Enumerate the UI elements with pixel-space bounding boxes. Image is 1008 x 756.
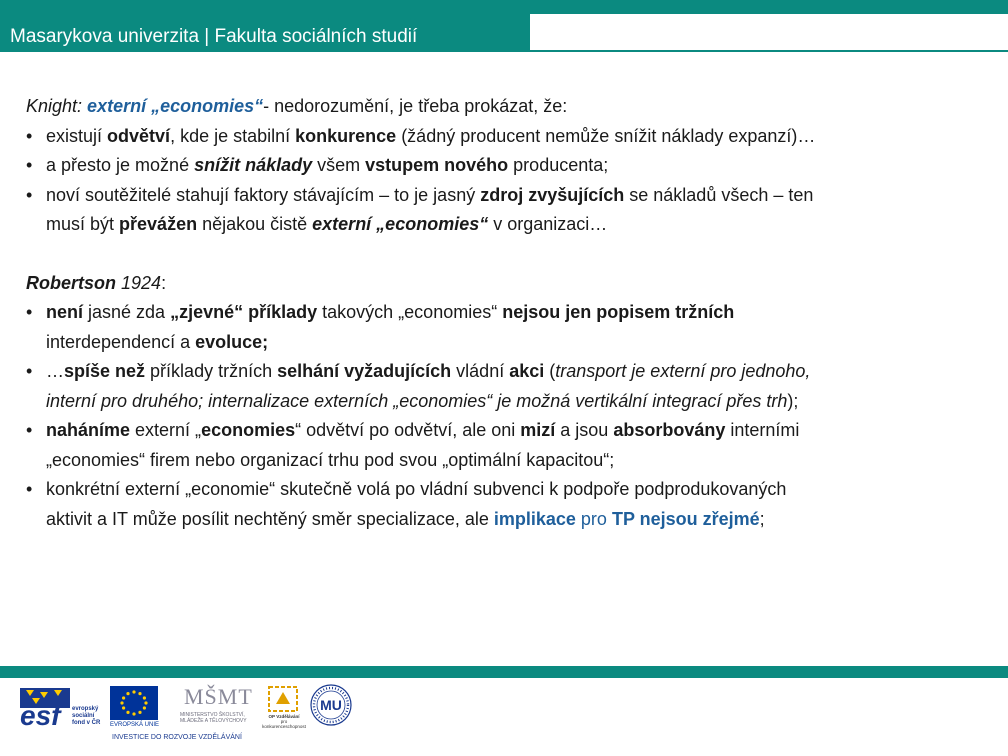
footer-accent-bar (0, 666, 1008, 678)
robertson-intro: Robertson 1924: (26, 272, 167, 293)
esf-mark-text: esf (20, 700, 61, 731)
knight-bullet-2: • a přesto je možné snížit náklady všem vstupem nového producenta; (26, 155, 609, 175)
knight-bullet-3-cont: musí být převážen nějakou čistě externí „economies“ v organizaci… (46, 214, 608, 234)
opvk-caption-1: OP Vzdělávání (268, 714, 300, 719)
eu-flag-icon (110, 686, 158, 720)
robertson-bullet-4-cont: aktivit a IT může posílit nechtěný směr specializace, ale implikace pro TP nejsou zřejmé; (46, 508, 765, 529)
mu-seal (310, 684, 352, 726)
opvk-logo (262, 686, 306, 730)
msmt-caption: MINISTERSTVO ŠKOLSTVÍ, MLÁDEŽE A TĚLOVÝCHOVY (180, 712, 247, 724)
robertson-bullet-3: • naháníme externí „economies“ odvětví po odvětví, ale oni mizí a jsou absorbovány interními (26, 420, 800, 440)
robertson-bullet-1-cont: interdependencí a evoluce; (46, 331, 269, 352)
robertson-bullet-1: • není jasné zda „zjevné“ příklady takových „economies“ nejsou jen popisem tržních (26, 302, 735, 322)
eu-caption: EVROPSKÁ UNIE (110, 722, 160, 728)
page-header (0, 14, 530, 52)
esf-logo (20, 686, 104, 730)
knight-paragraph (26, 92, 986, 240)
eu-logo (110, 686, 162, 730)
slide-content (26, 92, 986, 534)
knight-intro: Knight: externí „economies“- nedorozumění, je třeba prokázat, že: (26, 96, 568, 116)
robertson-bullet-2: • …spíše než příklady tržních selhání vyžadujících vládní akci (transport je externí pro jednoho, (26, 361, 811, 381)
robertson-paragraph (26, 269, 986, 535)
investice-tagline: INVESTICE DO ROZVOJE VZDĚLÁVÁNÍ (112, 734, 242, 741)
opvk-mark-icon (268, 686, 298, 712)
robertson-bullet-3-cont: „economies“ firem nebo organizací trhu pod svou „optimální kapacitou“; (46, 449, 615, 470)
esf-text-3: fond v ČR (72, 720, 101, 726)
esf-text-2: sociální (72, 713, 95, 719)
robertson-bullet-2-cont: interní pro druhého; internalizace externích „economies“ je možná vertikální integrací přes trh); (46, 390, 799, 411)
robertson-bullet-4: • konkrétní externí „economie“ skutečně volá po vládní subvenci k podpoře podprodukovaných (26, 479, 787, 499)
mu-mark: MU (320, 697, 342, 713)
top-accent-bar (0, 0, 1008, 14)
msmt-mark: MŠMT (184, 684, 253, 709)
msmt-logo (180, 684, 254, 730)
knight-bullet-1: • existují odvětví, kde je stabilní konkurence (žádný producent nemůže snížit náklady expanzí)… (26, 125, 816, 146)
knight-bullet-3: • noví soutěžitelé stahují faktory stávajícím – to je jasný zdroj zvyšujících se nákladů všech – ten (26, 184, 814, 205)
opvk-caption-2: pro konkurenceschopnost (262, 719, 306, 729)
esf-text-1: evropský (72, 706, 99, 712)
header-title: Masarykova univerzita | Fakulta sociálních studií (10, 26, 418, 47)
footer-logos (0, 678, 1008, 756)
header-underline (530, 50, 1008, 52)
paragraph-gap (26, 240, 986, 269)
